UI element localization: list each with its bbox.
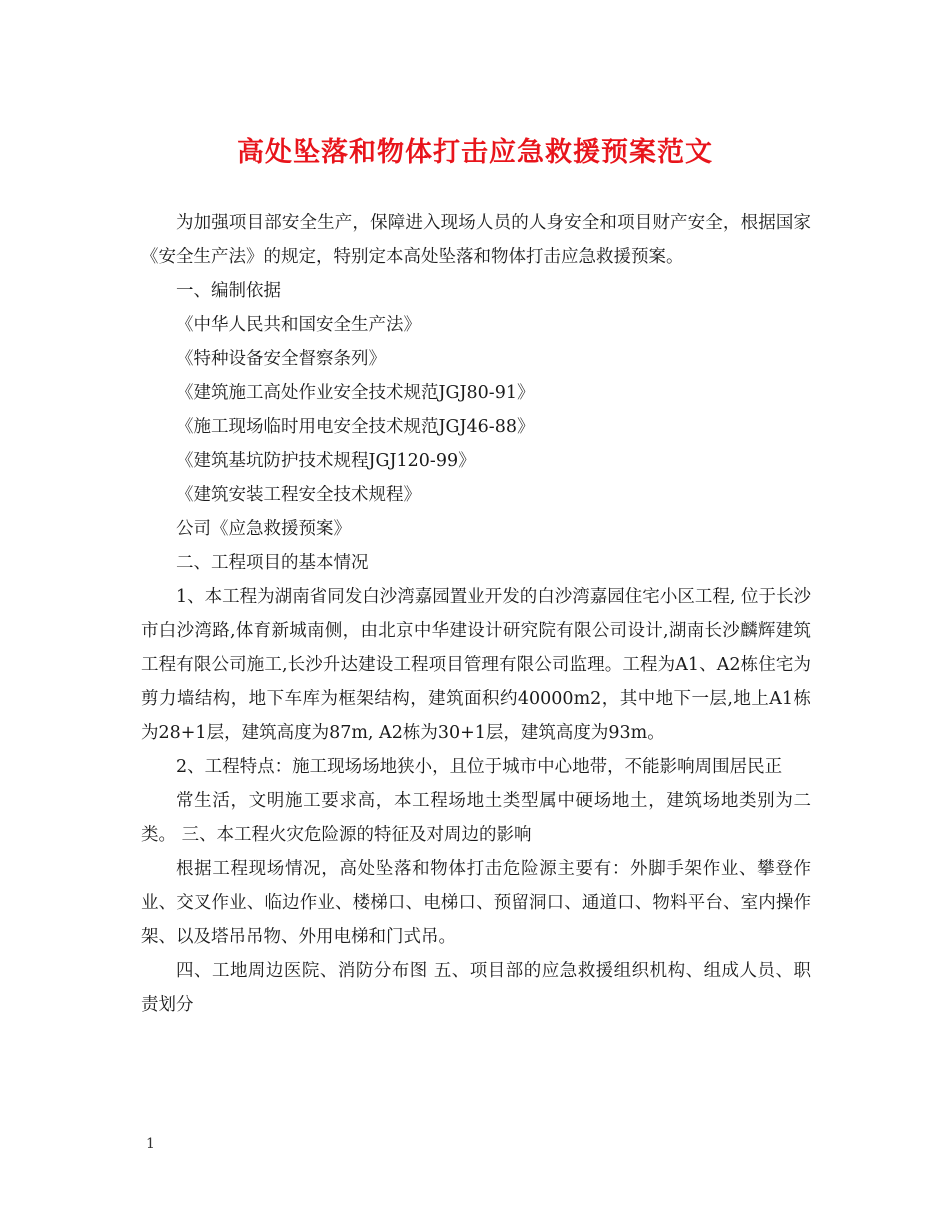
document-body bbox=[141, 206, 811, 1022]
reference-item: 《中华人民共和国安全生产法》 bbox=[176, 315, 421, 335]
reference-item: 《施工现场临时用电安全技术规范JGJ46-88》 bbox=[176, 417, 535, 437]
reference-item: 《建筑施工高处作业安全技术规范JGJ80-91》 bbox=[176, 383, 535, 403]
reference-item: 《建筑基坑防护技术规程JGJ120-99》 bbox=[176, 451, 476, 471]
document-title: 高处坠落和物体打击应急救援预案范文 bbox=[237, 137, 713, 168]
paragraph-project-features: 2、工程特点：施工现场场地狭小，且位于城市中心地带，不能影响周围居民正 bbox=[176, 757, 783, 777]
reference-item: 《特种设备安全督察条列》 bbox=[176, 349, 386, 369]
paragraph-sections-4-5: 四、工地周边医院、消防分布图 五、项目部的应急救援组织机构、组成人员、职责划分 bbox=[141, 961, 811, 1015]
section-heading-project: 二、工程项目的基本情况 bbox=[176, 553, 369, 573]
page-number: 1 bbox=[146, 1136, 155, 1152]
paragraph-project-features-cont: 常生活，文明施工要求高，本工程场地土类型属中硬场地土，建筑场地类别为二类。 三、本工程火灾危险源的特征及对周边的影响 bbox=[141, 791, 811, 845]
section-heading-basis: 一、编制依据 bbox=[176, 281, 281, 301]
reference-item: 《建筑安装工程安全技术规程》 bbox=[176, 485, 421, 505]
paragraph-intro: 为加强项目部安全生产，保障进入现场人员的人身安全和项目财产安全，根据国家《安全生产法》的规定，特别定本高处坠落和物体打击应急救援预案。 bbox=[141, 213, 811, 267]
paragraph-project-overview: 1、本工程为湖南省同发白沙湾嘉园置业开发的白沙湾嘉园住宅小区工程, 位于长沙市白沙湾路,体育新城南侧，由北京中华建设计研究院有限公司设计,湖南长沙麟辉建筑工程有限公司施工,长沙升达建设工程项目管理有限公司监理。工程为A1、A2栋住宅为剪力墙结构，地下车库为框架结构，建筑面积约40000m2，其中地下一层,地上A1栋为28+1层，建筑高度为87m, A2栋为30+1层，建筑高度为93m。 bbox=[141, 587, 811, 743]
reference-item: 公司《应急救援预案》 bbox=[176, 519, 351, 539]
paragraph-hazards: 根据工程现场情况，高处坠落和物体打击危险源主要有：外脚手架作业、攀登作业、交叉作业、临边作业、楼梯口、电梯口、预留洞口、通道口、物料平台、室内操作架、以及塔吊吊物、外用电梯和门式吊。 bbox=[141, 859, 811, 947]
